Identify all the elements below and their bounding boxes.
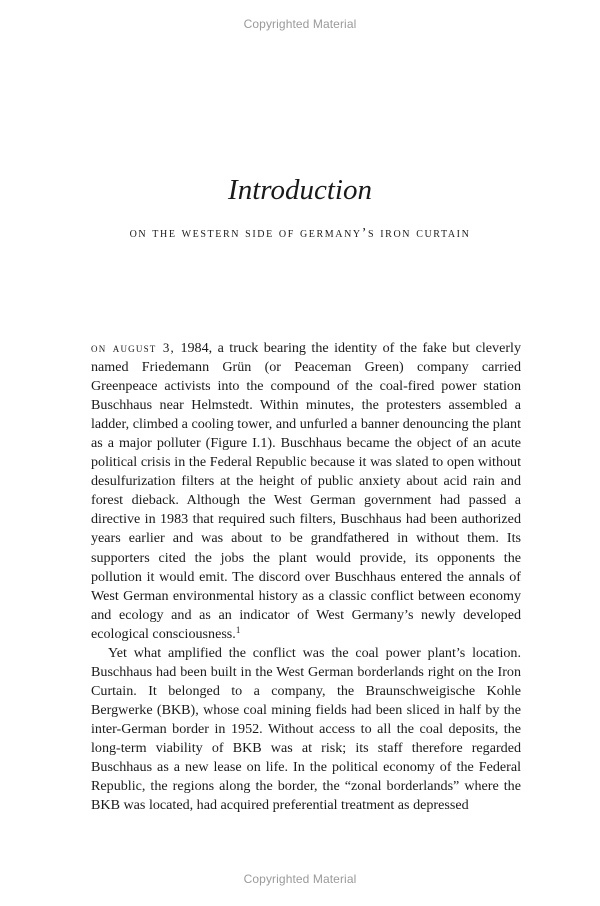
chapter-title: Introduction	[228, 174, 372, 206]
paragraph-2: Yet what amplified the conflict was the coal power plant’s location. Buschhaus had been built in the West German borderlands right on the Iron Curtain. It belonged to a company, the Braunschweigische Kohle Bergwerke (BKB), whose coal mining fields had been sliced in half by the inter-German border in 1952. Without access to all the coal deposits, the long-term viability of BKB was at risk; its staff therefore regarded Buschhaus as a new lease on life. In the political economy of the Federal Republic, the regions along the border, the “zonal borderlands” where the BKB was located, had acquired preferential treatment as depressed	[91, 644, 521, 814]
body-text	[91, 338, 521, 815]
paragraph-lead-in: on august 3,	[91, 340, 175, 355]
paragraph-1	[91, 338, 521, 644]
copyright-watermark-bottom: Copyrighted Material	[243, 872, 357, 886]
copyright-watermark-top: Copyrighted Material	[243, 17, 357, 31]
footnote-marker[interactable]: 1	[235, 624, 241, 635]
paragraph-1-text: 1984, a truck bearing the identity of the fake but cleverly named Friedemann Grün (or Peaceman Green) company carried Greenpeace activists into the compound of the coal-fired power station Buschhaus near Helmstedt. Within minutes, the protesters assembled a ladder, climbed a cooling tower, and unfurled a banner denouncing the plant as a major polluter (Figure I.1). Buschhaus became the object of an acute political crisis in the Federal Republic because it was slated to open without desulfurization filters at the height of public anxiety about acid rain and forest dieback. Although the West German government had passed a directive in 1983 that required such filters, Buschhaus had been authorized years earlier and was about to be grandfathered in without them. Its supporters cited the jobs the plant would provide, its opponents the pollution it would emit. The discord over Buschhaus entered the annals of West German environmental history as a classic conflict between economy and ecology and as an indicator of West Germany’s newly developed ecological consciousness.	[91, 340, 521, 642]
chapter-subtitle: on the western side of germany’s iron curtain	[129, 226, 471, 241]
